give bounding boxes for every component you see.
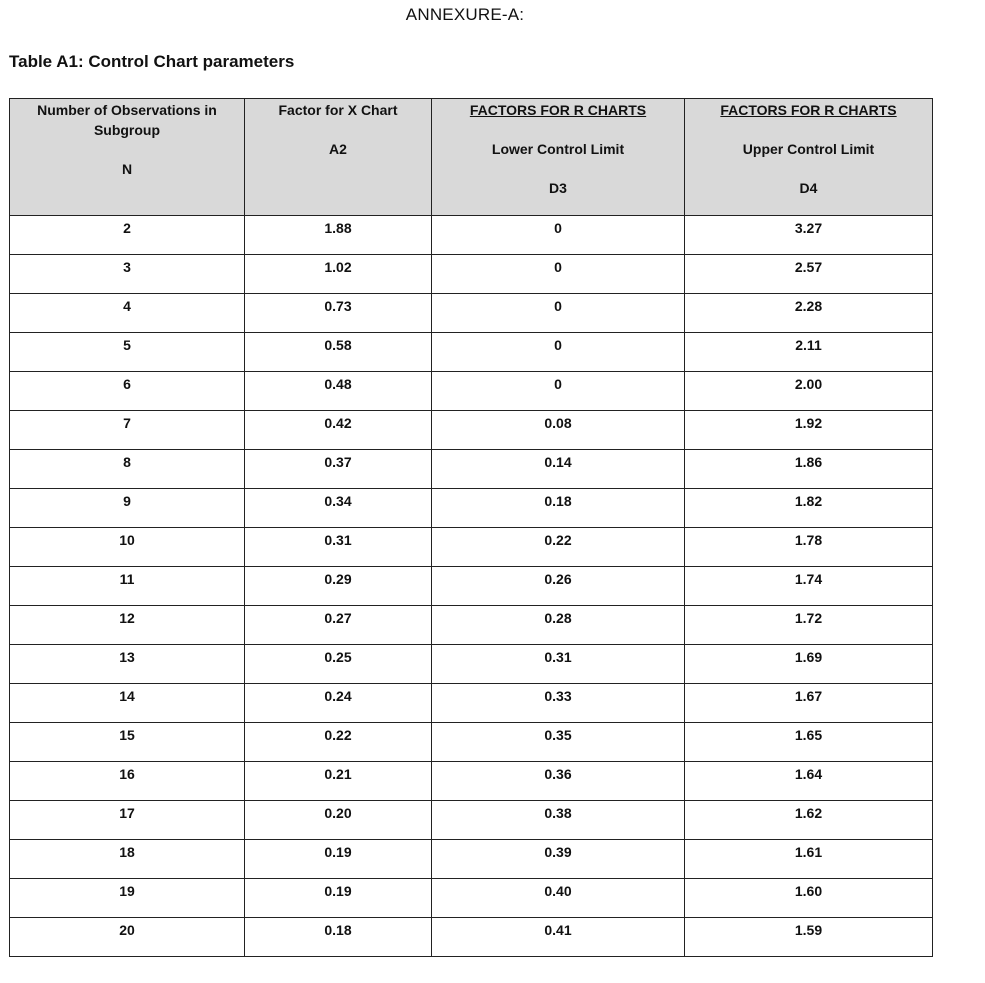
cell-n: 20 — [10, 918, 245, 957]
table-body — [10, 216, 933, 957]
cell-n: 19 — [10, 879, 245, 918]
cell-n: 16 — [10, 762, 245, 801]
cell-d3: 0.31 — [432, 645, 685, 684]
table-row — [10, 372, 933, 411]
cell-a2: 1.88 — [245, 216, 432, 255]
cell-n: 9 — [10, 489, 245, 528]
table-row — [10, 567, 933, 606]
cell-d4: 2.28 — [685, 294, 933, 333]
cell-d4: 1.74 — [685, 567, 933, 606]
table-caption: Table A1: Control Chart parameters — [9, 52, 295, 71]
table-row — [10, 606, 933, 645]
header-lcl-group: FACTORS FOR R CHARTS — [469, 102, 647, 118]
cell-d3: 0.39 — [432, 840, 685, 879]
cell-n: 14 — [10, 684, 245, 723]
table-row — [10, 216, 933, 255]
cell-d4: 1.69 — [685, 645, 933, 684]
cell-n: 2 — [10, 216, 245, 255]
table-row — [10, 840, 933, 879]
cell-d4: 1.60 — [685, 879, 933, 918]
cell-d3: 0.40 — [432, 879, 685, 918]
header-ucl-subtitle: Upper Control Limit — [742, 141, 875, 157]
cell-d4: 2.11 — [685, 333, 933, 372]
header-observations-line2: Subgroup — [93, 122, 161, 138]
table-row — [10, 645, 933, 684]
header-lcl-subtitle: Lower Control Limit — [491, 141, 625, 157]
table-row — [10, 684, 933, 723]
cell-n: 12 — [10, 606, 245, 645]
cell-d4: 2.00 — [685, 372, 933, 411]
cell-a2: 0.48 — [245, 372, 432, 411]
cell-d3: 0.14 — [432, 450, 685, 489]
cell-d3: 0.26 — [432, 567, 685, 606]
cell-d3: 0 — [432, 294, 685, 333]
cell-d4: 1.72 — [685, 606, 933, 645]
cell-a2: 0.18 — [245, 918, 432, 957]
header-upper-control-limit — [685, 99, 933, 216]
cell-a2: 0.25 — [245, 645, 432, 684]
cell-a2: 0.19 — [245, 879, 432, 918]
cell-d3: 0 — [432, 333, 685, 372]
cell-d4: 2.57 — [685, 255, 933, 294]
table-row — [10, 801, 933, 840]
header-ucl-group: FACTORS FOR R CHARTS — [720, 102, 897, 118]
table-row — [10, 489, 933, 528]
cell-d4: 1.61 — [685, 840, 933, 879]
cell-a2: 0.20 — [245, 801, 432, 840]
cell-n: 17 — [10, 801, 245, 840]
header-observations — [10, 99, 245, 216]
cell-n: 18 — [10, 840, 245, 879]
cell-a2: 0.24 — [245, 684, 432, 723]
control-chart-parameters-table — [9, 98, 933, 957]
table-row — [10, 411, 933, 450]
table-row — [10, 879, 933, 918]
cell-d4: 1.78 — [685, 528, 933, 567]
table-row — [10, 723, 933, 762]
table-row — [10, 333, 933, 372]
header-row — [10, 99, 933, 216]
table-row — [10, 528, 933, 567]
cell-n: 8 — [10, 450, 245, 489]
cell-d3: 0.28 — [432, 606, 685, 645]
cell-n: 15 — [10, 723, 245, 762]
cell-d4: 1.67 — [685, 684, 933, 723]
header-lower-control-limit — [432, 99, 685, 216]
header-lcl-symbol: D3 — [549, 180, 567, 196]
cell-a2: 0.29 — [245, 567, 432, 606]
cell-n: 7 — [10, 411, 245, 450]
cell-d4: 1.65 — [685, 723, 933, 762]
table-row — [10, 450, 933, 489]
cell-a2: 0.21 — [245, 762, 432, 801]
annexure-title: ANNEXURE-A: — [405, 5, 525, 24]
cell-n: 13 — [10, 645, 245, 684]
cell-a2: 0.73 — [245, 294, 432, 333]
cell-d3: 0.36 — [432, 762, 685, 801]
header-observations-symbol: N — [121, 161, 133, 177]
cell-a2: 0.27 — [245, 606, 432, 645]
cell-d3: 0.35 — [432, 723, 685, 762]
cell-n: 10 — [10, 528, 245, 567]
header-x-chart-symbol: A2 — [329, 141, 347, 157]
cell-d4: 3.27 — [685, 216, 933, 255]
cell-d3: 0.38 — [432, 801, 685, 840]
table-row — [10, 255, 933, 294]
table-header — [10, 99, 933, 216]
cell-d3: 0.33 — [432, 684, 685, 723]
header-observations-line1: Number of Observations in — [37, 102, 217, 118]
cell-d4: 1.59 — [685, 918, 933, 957]
cell-a2: 1.02 — [245, 255, 432, 294]
table-row — [10, 294, 933, 333]
cell-a2: 0.42 — [245, 411, 432, 450]
table-row — [10, 918, 933, 957]
cell-a2: 0.34 — [245, 489, 432, 528]
cell-d3: 0 — [432, 255, 685, 294]
header-x-chart-factor — [245, 99, 432, 216]
cell-d3: 0.41 — [432, 918, 685, 957]
cell-d4: 1.64 — [685, 762, 933, 801]
cell-n: 3 — [10, 255, 245, 294]
cell-a2: 0.19 — [245, 840, 432, 879]
cell-a2: 0.58 — [245, 333, 432, 372]
cell-d4: 1.86 — [685, 450, 933, 489]
table-row — [10, 762, 933, 801]
cell-a2: 0.37 — [245, 450, 432, 489]
cell-d3: 0.22 — [432, 528, 685, 567]
header-ucl-symbol: D4 — [799, 180, 818, 196]
cell-d3: 0.08 — [432, 411, 685, 450]
cell-d3: 0 — [432, 372, 685, 411]
cell-a2: 0.31 — [245, 528, 432, 567]
cell-d3: 0.18 — [432, 489, 685, 528]
cell-n: 6 — [10, 372, 245, 411]
cell-d4: 1.62 — [685, 801, 933, 840]
cell-n: 4 — [10, 294, 245, 333]
header-x-chart-title: Factor for X Chart — [278, 102, 398, 118]
cell-a2: 0.22 — [245, 723, 432, 762]
cell-n: 5 — [10, 333, 245, 372]
cell-d3: 0 — [432, 216, 685, 255]
cell-d4: 1.82 — [685, 489, 933, 528]
cell-n: 11 — [10, 567, 245, 606]
cell-d4: 1.92 — [685, 411, 933, 450]
